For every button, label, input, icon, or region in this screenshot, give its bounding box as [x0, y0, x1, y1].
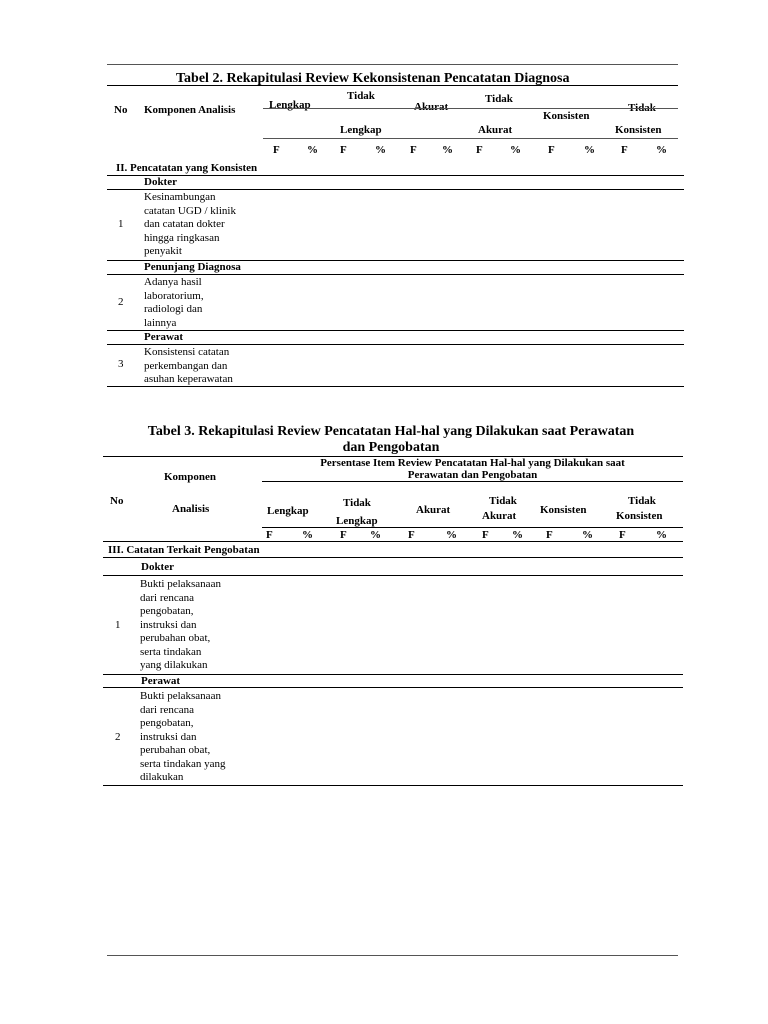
table3-bottom-border [103, 785, 683, 786]
table2-head-lengkap-2: Lengkap [340, 124, 382, 136]
table2-pct-2: % [375, 144, 386, 156]
table2-pct-5: % [584, 144, 595, 156]
page-bottom-rule [107, 955, 678, 956]
table2-section-label: II. Pencatatan yang Konsisten [116, 162, 258, 174]
table2-bottom-border [107, 386, 684, 387]
table3-f-3: F [408, 529, 415, 541]
table2-subheader-rule [263, 138, 678, 139]
table2-head-lengkap: Lengkap [269, 99, 311, 111]
table3-head-lengkap: Lengkap [267, 505, 309, 517]
table3-pct-3: % [446, 529, 457, 541]
table2-group-label: Dokter [144, 176, 177, 188]
table3-header-line2: Perawatan dan Pengobatan [407, 469, 538, 481]
table3-row-rule [103, 674, 683, 675]
table2-pct-6: % [656, 144, 667, 156]
table2-row-rule [107, 344, 684, 345]
table2-head-konsisten: Konsisten [543, 110, 590, 122]
table2-row-no: 2 [118, 296, 124, 308]
table2-row-rule [107, 189, 684, 190]
table3-section-rule [103, 557, 683, 558]
table2-group-label: Perawat [144, 331, 184, 343]
table3-col-komponen: Komponen [164, 471, 216, 483]
table3-row-component: Bukti pelaksanaan dari rencana pengobatan, instruksi dan perubahan obat, serta tindakan yang dilakukan [140, 690, 226, 783]
table2-group-label: Penunjang Diagnosa [144, 261, 241, 273]
table2-head-konsisten-2: Konsisten [615, 124, 662, 136]
table2-head-tidak-2: Tidak [485, 93, 513, 105]
table2-col-komponen: Komponen Analisis [144, 104, 236, 116]
table3-head-konsisten: Konsisten [540, 504, 587, 516]
table3-fpct-rule [103, 541, 683, 542]
table3-group-label: Perawat [141, 675, 181, 687]
table2-top-border [107, 85, 678, 86]
table3-section-label: III. Catatan Terkait Pengobatan [108, 544, 260, 556]
table3-f-6: F [619, 529, 626, 541]
table3-pct-6: % [656, 529, 667, 541]
table3-title-line1: Tabel 3. Rekapitulasi Review Pencatatan Hal-hal yang Dilakukan saat Perawatan [147, 424, 635, 439]
table2-row-component: Konsistensi catatan perkembangan dan asuhan keperawatan [144, 346, 233, 385]
table2-col-no: No [114, 104, 128, 116]
table3-head-tidak-1: Tidak [343, 497, 371, 509]
table3-head-akurat: Akurat [416, 504, 451, 516]
table3-col-analisis: Analisis [172, 503, 210, 515]
table2-section-rule [107, 175, 684, 176]
table2-row-component: Adanya hasil laboratorium, radiologi dan lainnya [144, 276, 204, 329]
table2-pct-1: % [307, 144, 318, 156]
table3-col-no: No [110, 495, 124, 507]
table2-head-tidak-1: Tidak [347, 90, 375, 102]
table3-f-1: F [266, 529, 273, 541]
table2-header-rule [263, 108, 678, 109]
table3-header-rule [262, 481, 683, 482]
table3-pct-4: % [512, 529, 523, 541]
table3-row-rule [103, 687, 683, 688]
table2-f-5: F [548, 144, 555, 156]
table2-row-no: 3 [118, 358, 124, 370]
table3-head-lengkap-2: Lengkap [336, 515, 378, 527]
table3-group-label: Dokter [141, 561, 174, 573]
table3-row-no: 1 [115, 619, 121, 631]
table3-f-5: F [546, 529, 553, 541]
table2-row-no: 1 [118, 218, 124, 230]
table2-row-rule [107, 274, 684, 275]
table2-f-3: F [410, 144, 417, 156]
table2-row-rule [107, 330, 684, 331]
table3-pct-1: % [302, 529, 313, 541]
table3-head-akurat-2: Akurat [482, 510, 517, 522]
table3-pct-2: % [370, 529, 381, 541]
table3-head-konsisten-2: Konsisten [616, 510, 663, 522]
table3-head-tidak-2: Tidak [489, 495, 517, 507]
table3-head-tidak-3: Tidak [628, 495, 656, 507]
table3-row-no: 2 [115, 731, 121, 743]
table2-f-1: F [273, 144, 280, 156]
table2-head-akurat: Akurat [414, 101, 449, 113]
table2-head-akurat-2: Akurat [478, 124, 513, 136]
table3-row-rule [103, 575, 683, 576]
table2-f-4: F [476, 144, 483, 156]
table2-f-6: F [621, 144, 628, 156]
page-top-rule [107, 64, 678, 65]
table2-row-component: Kesinambungan catatan UGD / klinik dan catatan dokter hingga ringkasan penyakit [144, 191, 236, 257]
table3-subheader-rule [262, 527, 683, 528]
table3-f-4: F [482, 529, 489, 541]
table2-pct-4: % [510, 144, 521, 156]
table3-row-component: Bukti pelaksanaan dari rencana pengobatan, instruksi dan perubahan obat, serta tindakan yang dilakukan [140, 578, 221, 671]
table3-title-line2: dan Pengobatan [342, 440, 440, 455]
table3-f-2: F [340, 529, 347, 541]
table2-title: Tabel 2. Rekapitulasi Review Kekonsistenan Pencatatan Diagnosa [176, 71, 570, 86]
table3-pct-5: % [582, 529, 593, 541]
table2-f-2: F [340, 144, 347, 156]
table2-head-tidak-3: Tidak [628, 102, 656, 114]
table3-header-line1: Persentase Item Review Pencatatan Hal-hal yang Dilakukan saat [320, 457, 625, 469]
table2-pct-3: % [442, 144, 453, 156]
